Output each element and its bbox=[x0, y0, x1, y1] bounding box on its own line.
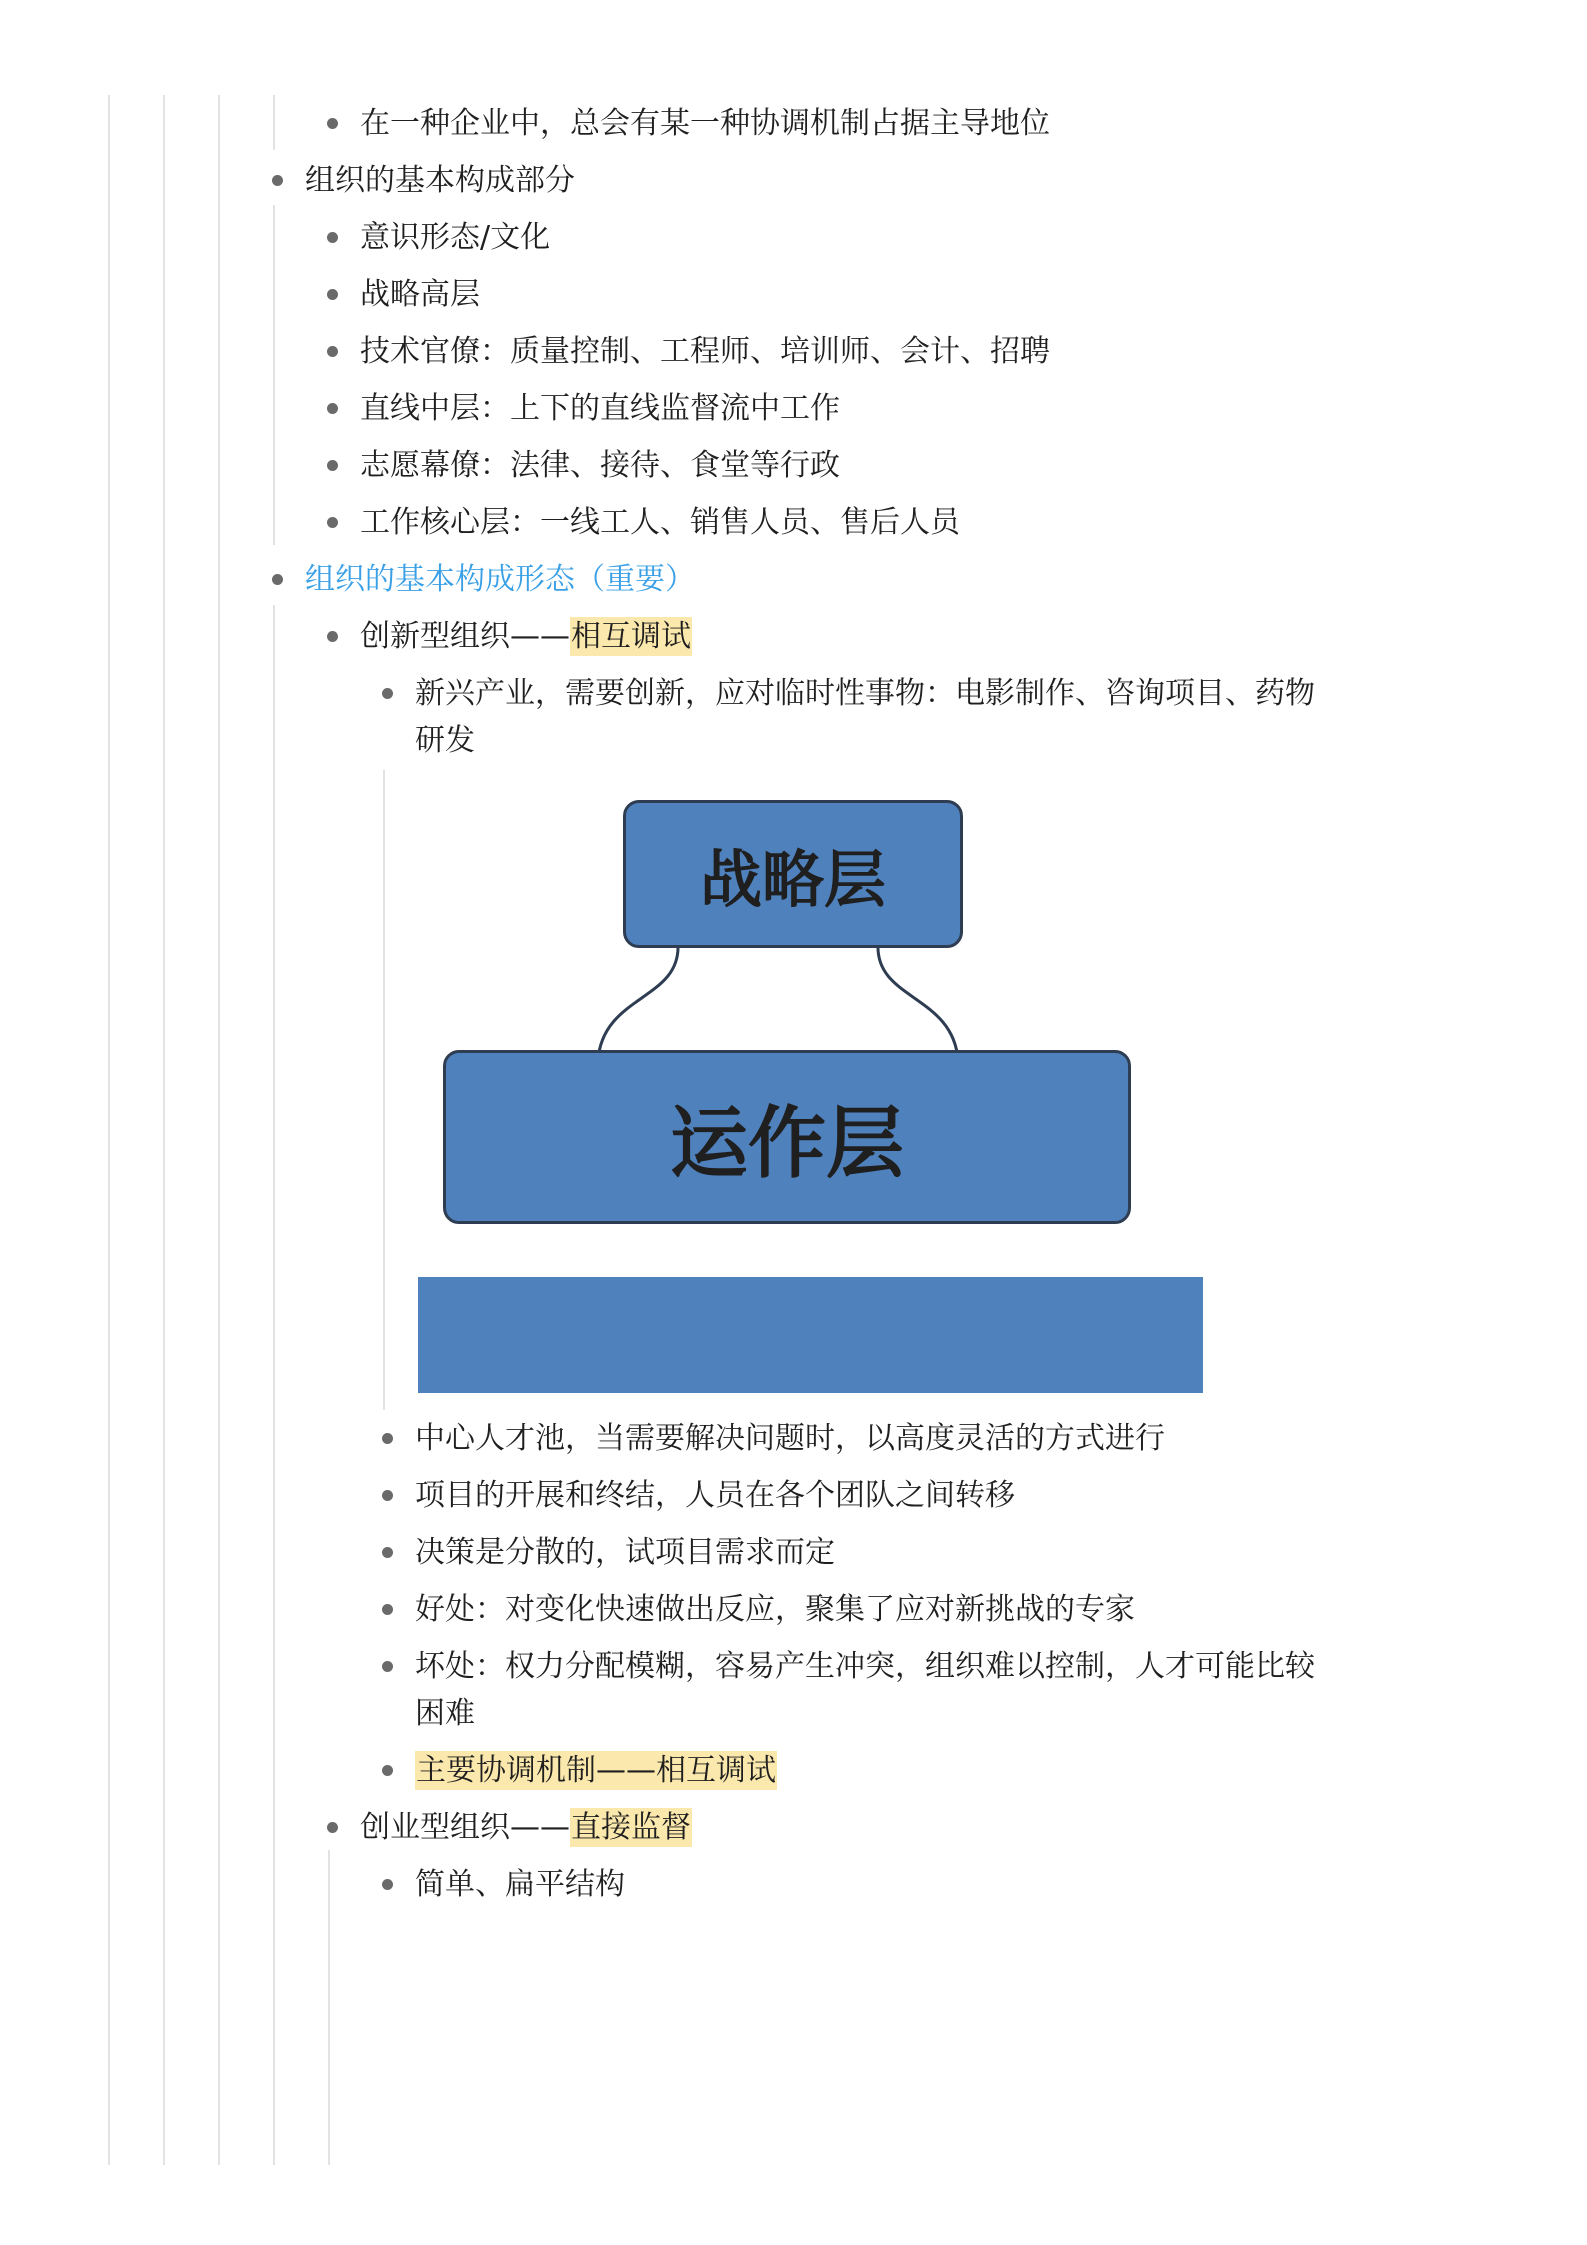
bullet-icon bbox=[327, 118, 338, 129]
list-item: 好处：对变化快速做出反应，聚集了应对新挑战的专家 bbox=[415, 1592, 1135, 1627]
bullet-icon bbox=[272, 175, 283, 186]
indent-guide bbox=[273, 205, 275, 545]
list-item: 技术官僚：质量控制、工程师、培训师、会计、招聘 bbox=[360, 334, 1050, 369]
list-item: 决策是分散的，试项目需求而定 bbox=[415, 1535, 835, 1570]
list-item: 项目的开展和终结，人员在各个团队之间转移 bbox=[415, 1478, 1015, 1513]
operation-layer-label: 运作层 bbox=[669, 1099, 904, 1189]
bullet-icon bbox=[382, 1879, 393, 1890]
bullet-icon bbox=[327, 517, 338, 528]
list-item: 坏处：权力分配模糊，容易产生冲突，组织难以控制，人才可能比较困难 bbox=[415, 1649, 1315, 1731]
bullet-icon bbox=[327, 631, 338, 642]
list-item: 简单、扁平结构 bbox=[415, 1867, 625, 1902]
list-item: 在一种企业中，总会有某一种协调机制占据主导地位 bbox=[360, 106, 1050, 141]
bullet-icon bbox=[327, 1822, 338, 1833]
indent-guide bbox=[218, 95, 220, 2165]
bullet-icon bbox=[272, 574, 283, 585]
list-item: 志愿幕僚：法律、接待、食堂等行政 bbox=[360, 448, 840, 483]
section-link[interactable]: 组织的基本构成形态（重要） bbox=[305, 562, 695, 597]
bullet-icon bbox=[327, 460, 338, 471]
strategy-layer-label: 战略层 bbox=[699, 842, 886, 916]
bullet-icon bbox=[382, 1547, 393, 1558]
list-item bbox=[360, 1804, 692, 1851]
structure-diagram bbox=[418, 790, 1208, 1400]
bullet-icon bbox=[382, 1433, 393, 1444]
strategy-layer-box bbox=[623, 800, 963, 948]
list-item bbox=[415, 1747, 777, 1794]
indent-guide bbox=[273, 605, 275, 2165]
bullet-icon bbox=[327, 232, 338, 243]
indent-guide bbox=[273, 95, 275, 150]
highlight-text: 直接监督 bbox=[571, 1810, 691, 1845]
bullet-icon bbox=[382, 688, 393, 699]
indent-guide bbox=[328, 1850, 330, 2165]
list-item: 战略高层 bbox=[360, 277, 480, 312]
list-item: 新兴产业，需要创新，应对临时性事物：电影制作、咨询项目、药物研发 bbox=[415, 676, 1315, 758]
bullet-icon bbox=[382, 1661, 393, 1672]
bullet-icon bbox=[382, 1490, 393, 1501]
indent-guide bbox=[383, 770, 385, 1410]
highlight-text: 主要协调机制——相互调试 bbox=[416, 1753, 776, 1788]
list-item: 意识形态/文化 bbox=[360, 220, 551, 255]
highlight-text: 相互调试 bbox=[571, 619, 691, 654]
list-item: 直线中层：上下的直线监督流中工作 bbox=[360, 391, 840, 426]
bullet-icon bbox=[327, 346, 338, 357]
list-item: 中心人才池，当需要解决问题时，以高度灵活的方式进行 bbox=[415, 1421, 1165, 1456]
indent-guide bbox=[163, 95, 165, 2165]
indent-guide bbox=[108, 95, 110, 2165]
bullet-icon bbox=[327, 289, 338, 300]
operation-layer-box bbox=[443, 1050, 1131, 1224]
item-prefix: 创新型组织—— bbox=[360, 619, 570, 654]
list-item: 工作核心层：一线工人、销售人员、售后人员 bbox=[360, 505, 960, 540]
list-item: 组织的基本构成部分 bbox=[305, 163, 575, 198]
base-bar bbox=[418, 1277, 1203, 1393]
bullet-icon bbox=[327, 403, 338, 414]
list-item bbox=[360, 613, 692, 660]
item-prefix: 创业型组织—— bbox=[360, 1810, 570, 1845]
bullet-icon bbox=[382, 1765, 393, 1776]
bullet-icon bbox=[382, 1604, 393, 1615]
